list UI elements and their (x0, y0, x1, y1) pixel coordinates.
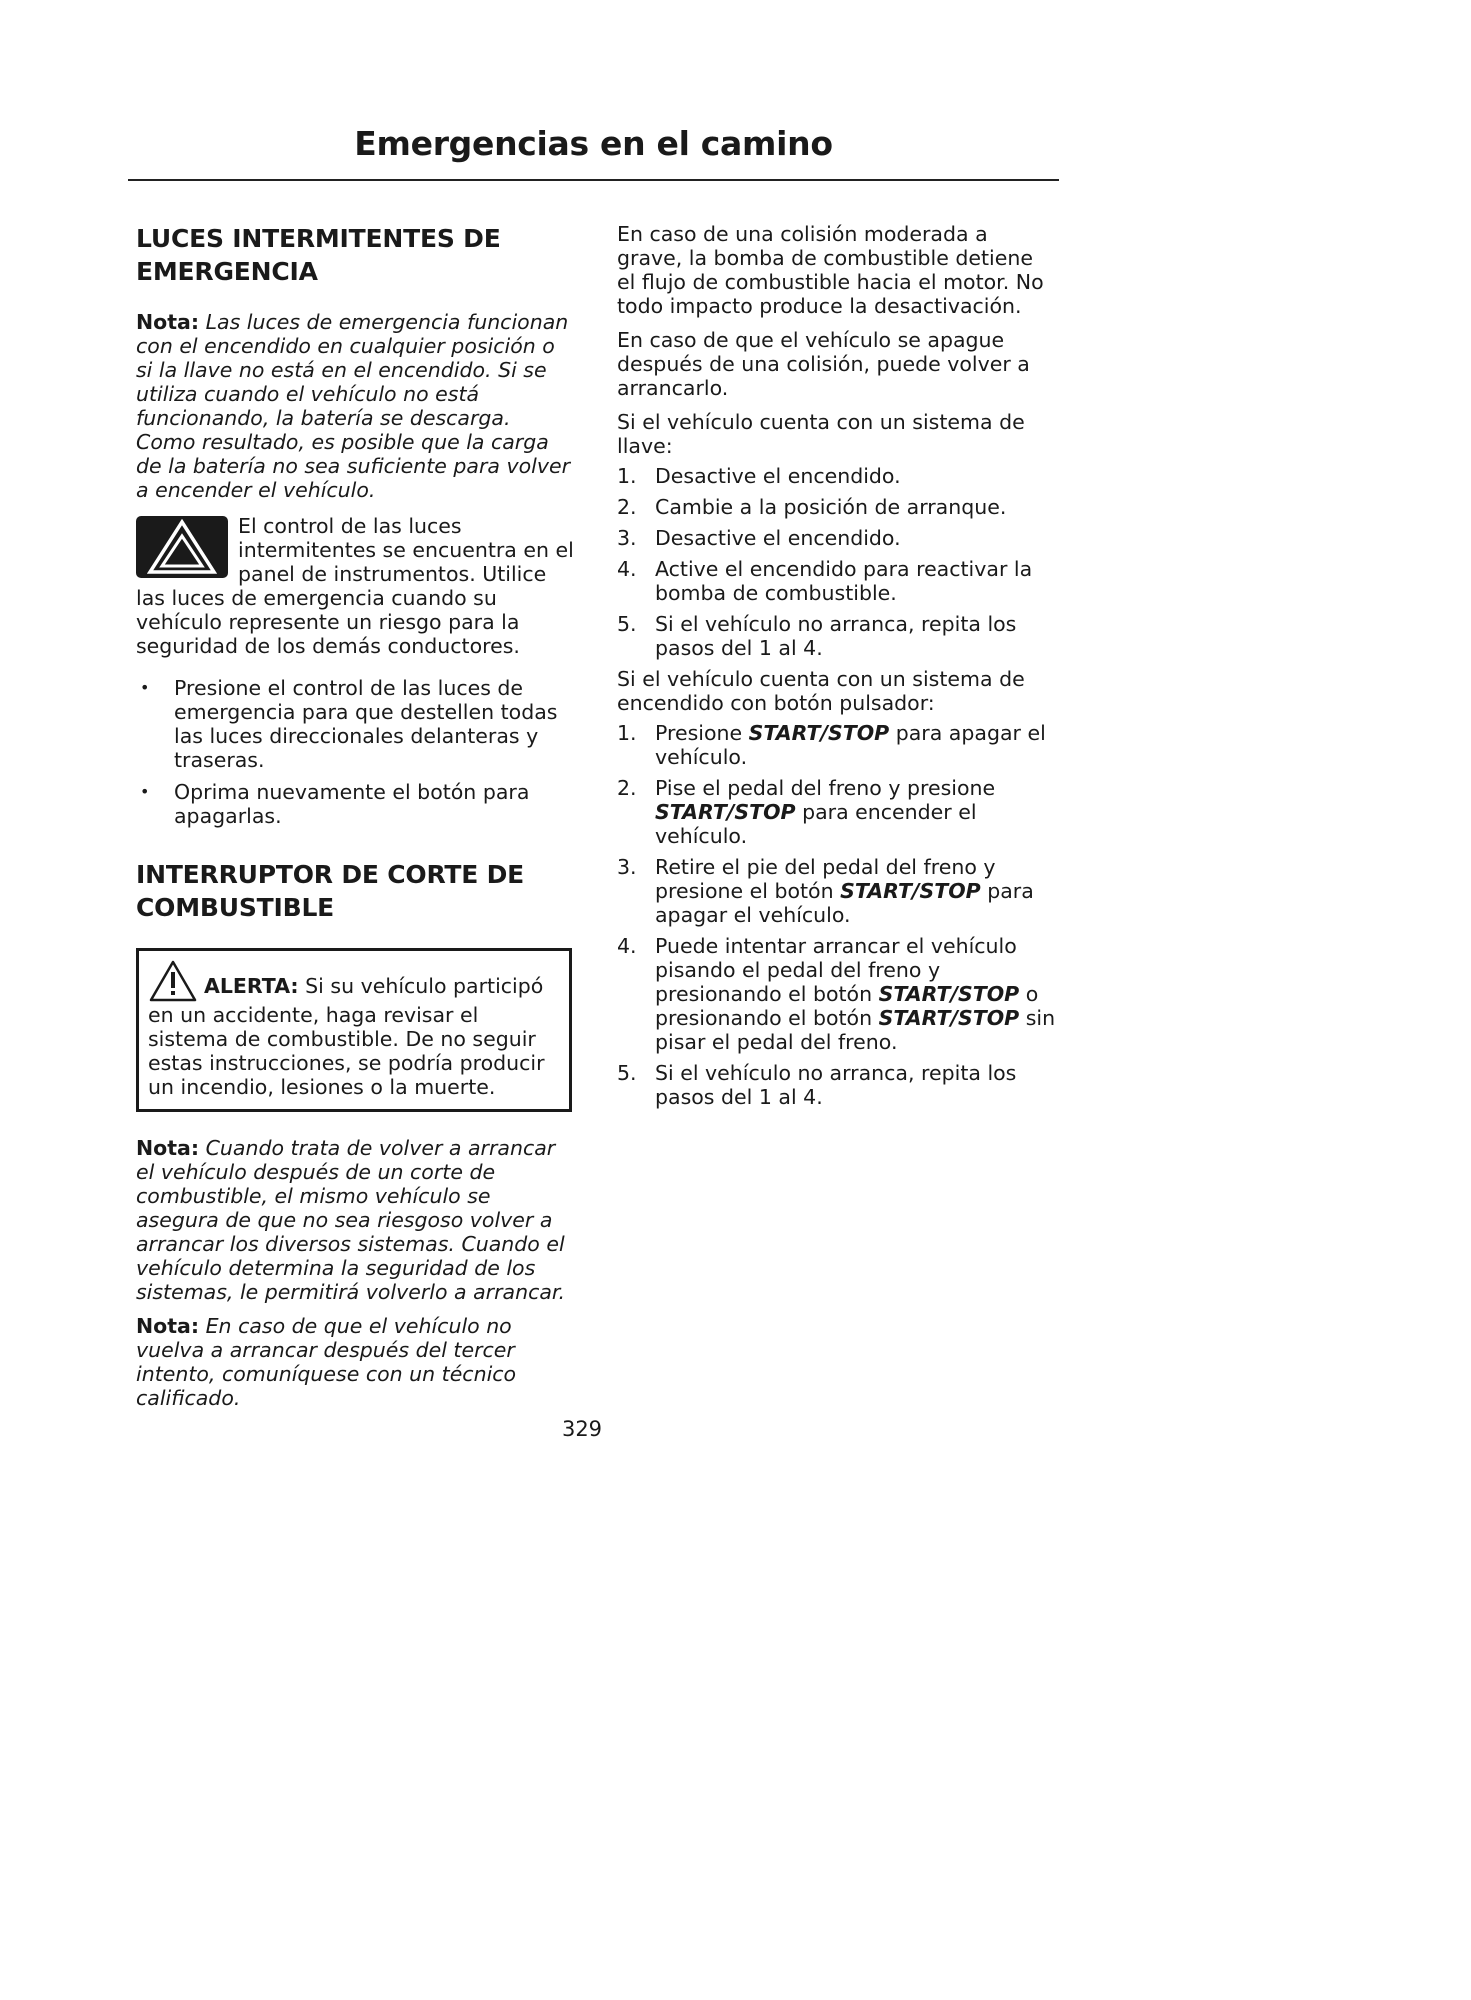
page-number: 329 (561, 1417, 603, 1441)
push-button-steps (617, 721, 1057, 1109)
note-label: Nota: (136, 1314, 200, 1338)
section-heading-hazard-lights: LUCES INTERMITENTES DE EMERGENCIA (136, 224, 501, 286)
paragraph: Si el vehículo cuenta con un sistema de encendido con botón pulsador: (617, 667, 1025, 715)
note-text: Las luces de emergencia funcionan con el encendido en cualquier posición o si la llave no está en el encendido. Si se utiliza cuando el vehículo no está funcionando, la batería se descarga. Como resultado, es posible que la carga de la batería no sea suficiente para volver a encender el vehículo. (136, 310, 571, 502)
start-stop-keyword: START/STOP (748, 721, 890, 745)
alert-label: ALERTA: (204, 974, 299, 998)
note-paragraph (136, 310, 574, 502)
step-number: 2. (617, 776, 637, 800)
list-item (617, 464, 1057, 488)
list-item (617, 495, 1057, 519)
right-column (617, 222, 1057, 1116)
step-text: Presione (655, 721, 749, 745)
start-stop-keyword: START/STOP (655, 800, 796, 824)
alert-text: Si su vehículo participó en un accidente, haga revisar el sistema de combustible. De no seguir estas instrucciones, se podría producir un incendio, lesiones o la muerte. (148, 974, 545, 1099)
list-item (617, 855, 1057, 927)
key-system-steps (617, 464, 1057, 660)
step-text: para apagar el vehículo. (655, 721, 1046, 769)
note-paragraph (136, 1314, 574, 1410)
step-number: 4. (617, 934, 637, 958)
step-text: Puede intentar arrancar el vehículo pisando el pedal del freno y presionando el botón (655, 934, 1017, 1006)
note-text: En caso de que el vehículo no vuelva a arrancar después del tercer intento, comuníquese con un técnico calificado. (136, 1314, 517, 1410)
paragraph: En caso de que el vehículo se apague después de una colisión, puede volver a arrancarlo. (617, 328, 1030, 400)
start-stop-keyword: START/STOP (878, 1006, 1020, 1030)
step-text: Si el vehículo no arranca, repita los pasos del 1 al 4. (655, 612, 1017, 660)
hazard-control-block (136, 514, 574, 658)
list-item: • Oprima nuevamente el botón para apagarlas. (136, 780, 574, 828)
note-paragraph (136, 1136, 574, 1304)
list-item (617, 557, 1057, 605)
hazard-paragraph: El control de las luces intermitentes se encuentra en el panel de instrumentos. Utilice las luces de emergencia cuando su vehículo represente un riesgo para la seguridad de los demás conductores. (136, 514, 574, 658)
step-number: 1. (617, 464, 637, 488)
note-label: Nota: (136, 310, 200, 334)
step-text: para apagar el vehículo. (655, 879, 1034, 927)
step-number: 5. (617, 1061, 637, 1085)
list-item (617, 721, 1057, 769)
warning-triangle-icon (148, 959, 198, 1003)
hazard-bullet-list (136, 676, 574, 828)
section-heading-fuel-cutoff: INTERRUPTOR DE CORTE DE COMBUSTIBLE (136, 860, 525, 922)
title-divider (128, 179, 1059, 181)
list-item (617, 1061, 1057, 1109)
list-item (617, 612, 1057, 660)
step-text: Si el vehículo no arranca, repita los pasos del 1 al 4. (655, 1061, 1017, 1109)
step-text: o presionando el botón (655, 982, 1039, 1030)
step-text: Pise el pedal del freno y presione (655, 776, 996, 800)
paragraph: Si el vehículo cuenta con un sistema de llave: (617, 410, 1025, 458)
note-text: Cuando trata de volver a arrancar el vehículo después de un corte de combustible, el mismo vehículo se asegura de que no sea riesgoso volver a arrancar los diversos sistemas. Cuando el vehículo determina la seguridad de los sistemas, le permitirá volverlo a arrancar. (136, 1136, 565, 1304)
alert-box (136, 948, 572, 1112)
note-label: Nota: (136, 1136, 200, 1160)
step-text: Cambie a la posición de arranque. (655, 495, 1007, 519)
list-item (617, 934, 1057, 1054)
step-text: Active el encendido para reactivar la bomba de combustible. (655, 557, 1033, 605)
step-number: 2. (617, 495, 637, 519)
step-text: para encender el vehículo. (655, 800, 977, 848)
list-item (617, 776, 1057, 848)
start-stop-keyword: START/STOP (878, 982, 1020, 1006)
step-text: Desactive el encendido. (655, 526, 901, 550)
step-text: Desactive el encendido. (655, 464, 901, 488)
list-item (617, 526, 1057, 550)
page-title: Emergencias en el camino (354, 124, 833, 163)
left-column (136, 222, 574, 1410)
start-stop-keyword: START/STOP (840, 879, 981, 903)
step-number: 3. (617, 855, 637, 879)
hazard-warning-icon (136, 516, 228, 578)
step-text: sin pisar el pedal del freno. (655, 1006, 1056, 1054)
step-number: 1. (617, 721, 637, 745)
step-number: 3. (617, 526, 637, 550)
step-number: 5. (617, 612, 637, 636)
step-text: Retire el pie del pedal del freno y presione el botón (655, 855, 996, 903)
list-item: • Presione el control de las luces de emergencia para que destellen todas las luces direccionales delanteras y traseras. (136, 676, 574, 772)
paragraph: En caso de una colisión moderada a grave, la bomba de combustible detiene el flujo de combustible hacia el motor. No todo impacto produce la desactivación. (617, 222, 1044, 318)
step-number: 4. (617, 557, 637, 581)
